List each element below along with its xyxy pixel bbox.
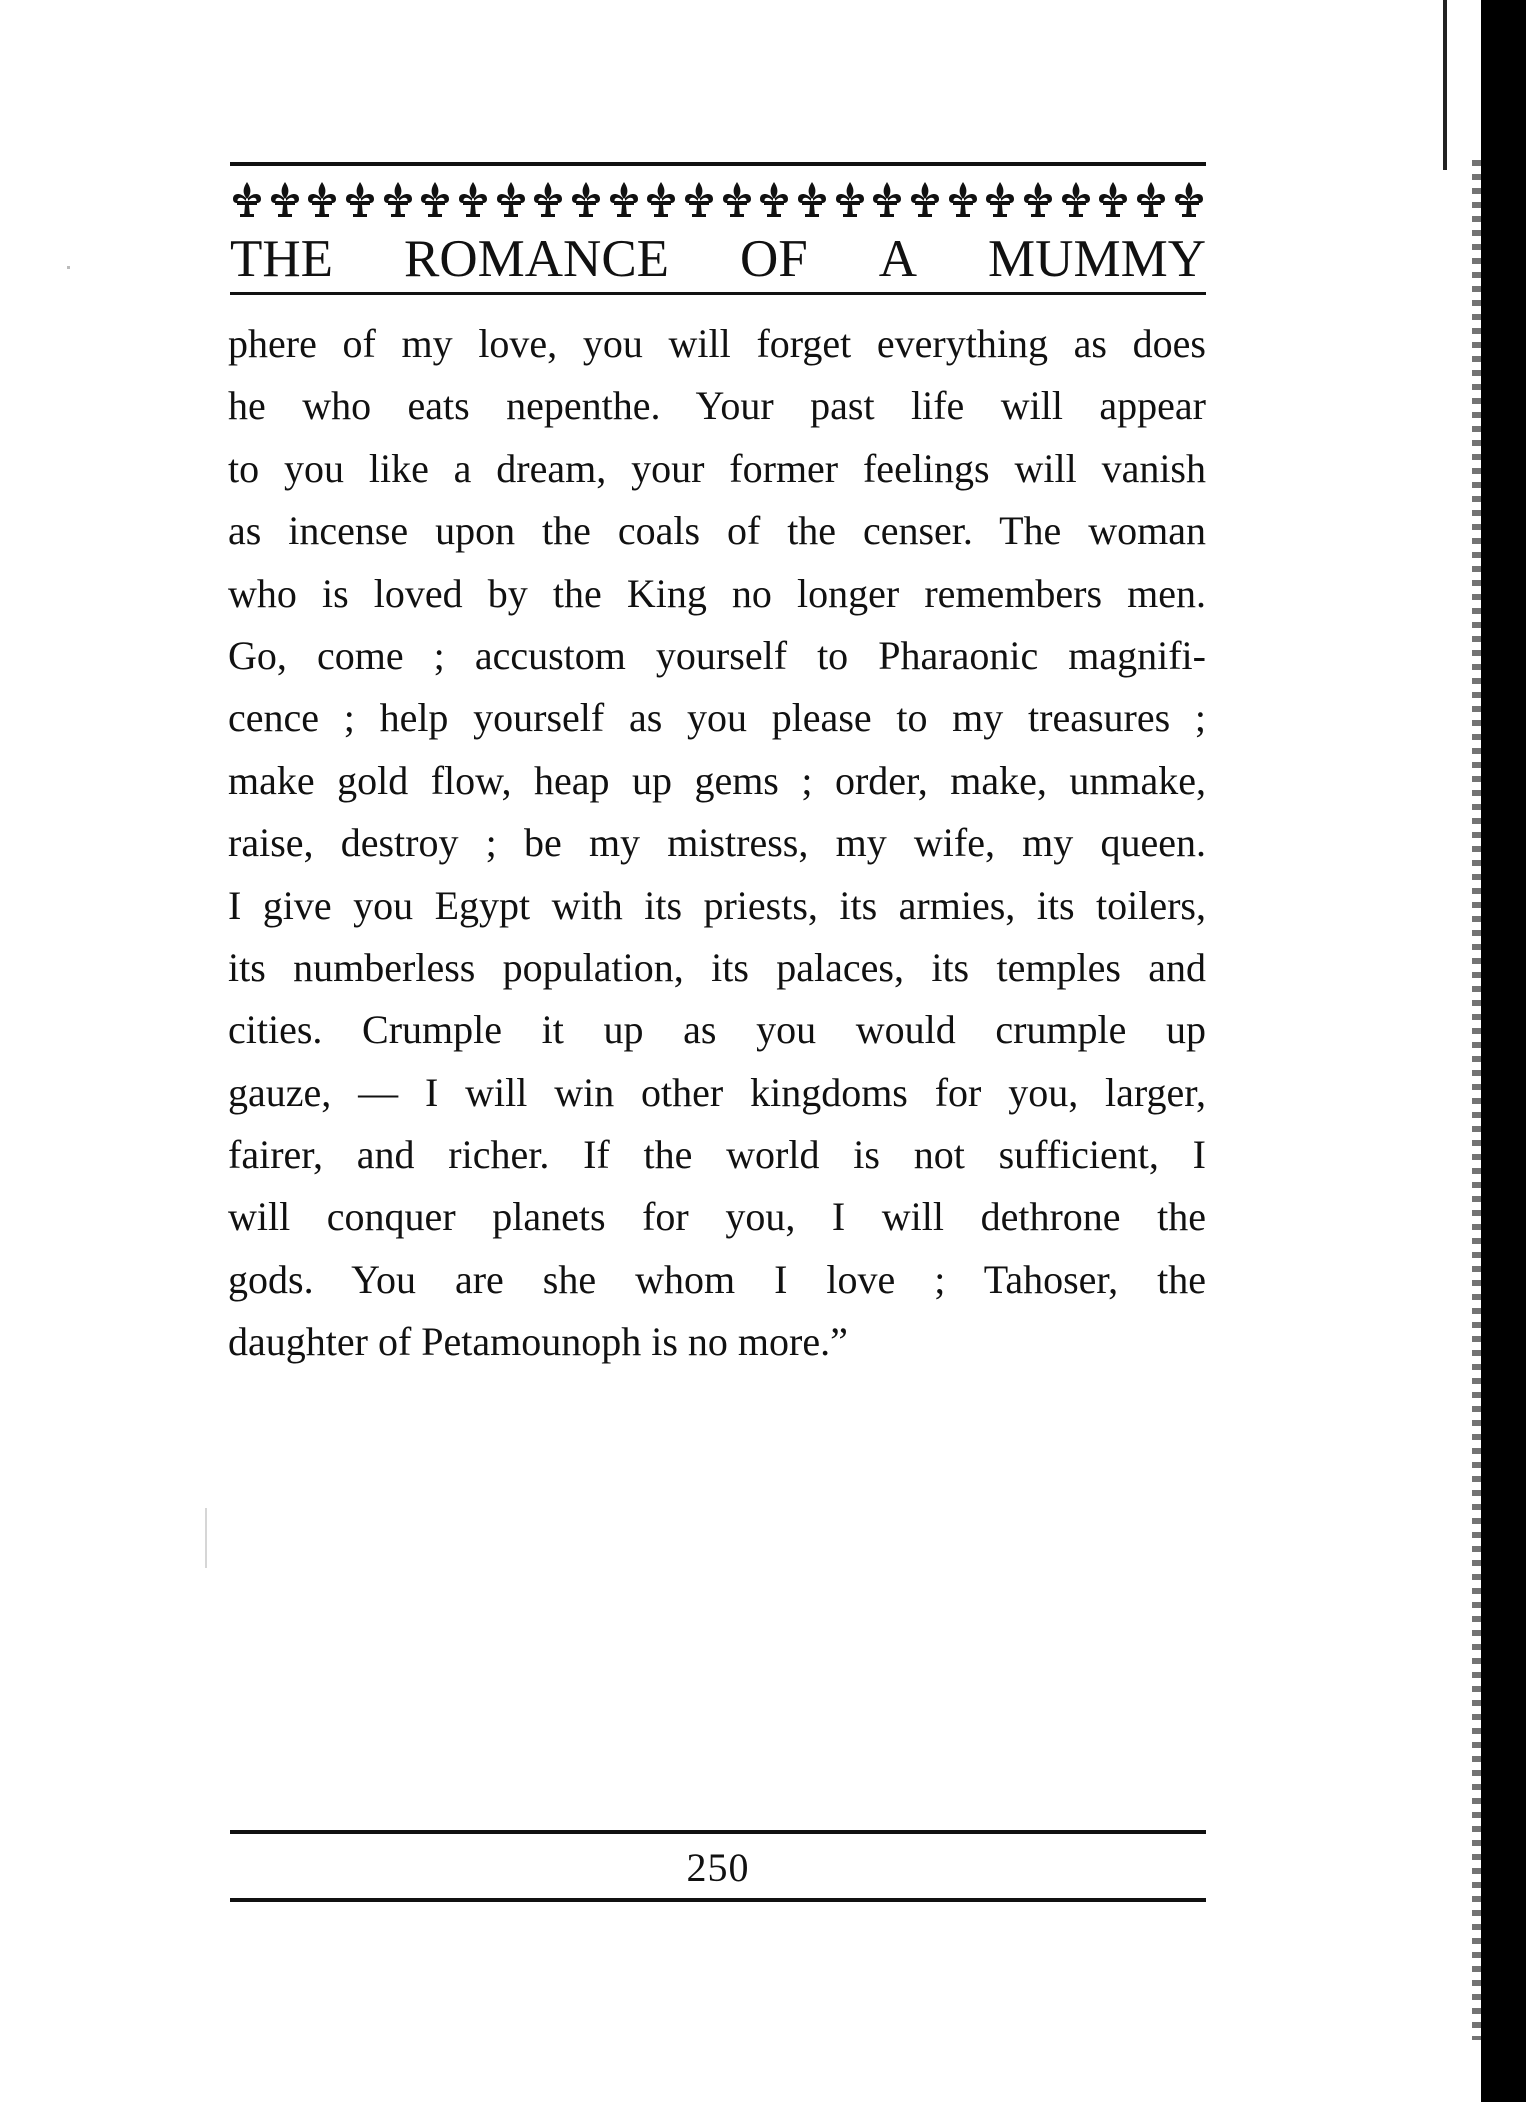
title-word: A	[878, 229, 918, 288]
fleur-de-lis-icon	[230, 180, 264, 220]
fleur-de-lis-icon	[1134, 180, 1168, 220]
header-bottom-rule	[230, 292, 1206, 295]
fleur-de-lis-icon	[795, 180, 829, 220]
text-line: gods. You are she whom I love ; Tahoser, the	[228, 1256, 1206, 1302]
fleur-de-lis-icon	[531, 180, 565, 220]
text-line: to you like a dream, your former feelings will vanish	[228, 445, 1206, 491]
fleur-de-lis-icon	[644, 180, 678, 220]
text-line: its numberless population, its palaces, its temples and	[228, 944, 1206, 990]
text-line: make gold flow, heap up gems ; order, make, unmake,	[228, 757, 1206, 803]
fleur-de-lis-icon	[908, 180, 942, 220]
ornament-border	[230, 170, 1206, 230]
fleur-de-lis-icon	[1059, 180, 1093, 220]
fleur-de-lis-icon	[607, 180, 641, 220]
title-word: MUMMY	[988, 229, 1206, 288]
fleur-de-lis-icon	[757, 180, 791, 220]
fleur-de-lis-icon	[494, 180, 528, 220]
text-line: will conquer planets for you, I will dethrone the	[228, 1194, 1206, 1240]
fleur-de-lis-icon	[1021, 180, 1055, 220]
text-line: as incense upon the coals of the censer. The woman	[228, 508, 1206, 554]
fleur-de-lis-icon	[343, 180, 377, 220]
text-line: Go, come ; accustom yourself to Pharaonic magnifi-	[228, 632, 1206, 678]
fleur-de-lis-icon	[268, 180, 302, 220]
footer-bottom-rule	[230, 1898, 1206, 1902]
fleur-de-lis-icon	[720, 180, 754, 220]
running-title	[230, 226, 1206, 292]
body-text	[228, 313, 1206, 1374]
text-line: daughter of Petamounoph is no more.”	[228, 1319, 848, 1365]
page-edge-thin	[1443, 0, 1447, 170]
text-line: phere of my love, you will forget everything as does	[228, 321, 1206, 366]
paper-speck	[67, 266, 70, 269]
footer-top-rule	[230, 1830, 1206, 1834]
fleur-de-lis-icon	[381, 180, 415, 220]
title-word: ROMANCE	[404, 229, 670, 288]
fleur-de-lis-icon	[456, 180, 490, 220]
page-number: 250	[686, 1845, 750, 1890]
text-line: fairer, and richer. If the world is not sufficient, I	[228, 1132, 1206, 1178]
text-line: raise, destroy ; be my mistress, my wife, my queen.	[228, 820, 1206, 866]
fleur-de-lis-icon	[569, 180, 603, 220]
fleur-de-lis-icon	[418, 180, 452, 220]
fleur-de-lis-icon	[1172, 180, 1206, 220]
fleur-de-lis-icon	[682, 180, 716, 220]
header-top-rule	[230, 162, 1206, 166]
fleur-de-lis-icon	[833, 180, 867, 220]
text-line: gauze, — I will win other kingdoms for you, larger,	[228, 1069, 1206, 1115]
page-edge-binding	[1481, 0, 1526, 2102]
fleur-de-lis-icon	[983, 180, 1017, 220]
text-line: he who eats nepenthe. Your past life will appear	[228, 383, 1206, 429]
paper-speck	[205, 1508, 207, 1568]
text-line: cence ; help yourself as you please to my treasures ;	[228, 695, 1206, 741]
text-line: who is loved by the King no longer remembers men.	[228, 570, 1206, 616]
fleur-de-lis-icon	[1096, 180, 1130, 220]
fleur-de-lis-icon	[946, 180, 980, 220]
fleur-de-lis-icon	[305, 180, 339, 220]
fleur-de-lis-icon	[870, 180, 904, 220]
text-line: I give you Egypt with its priests, its armies, its toilers,	[228, 882, 1206, 928]
title-word: THE	[230, 229, 334, 288]
title-word: OF	[740, 229, 808, 288]
text-line: cities. Crumple it up as you would crumple up	[228, 1007, 1206, 1053]
